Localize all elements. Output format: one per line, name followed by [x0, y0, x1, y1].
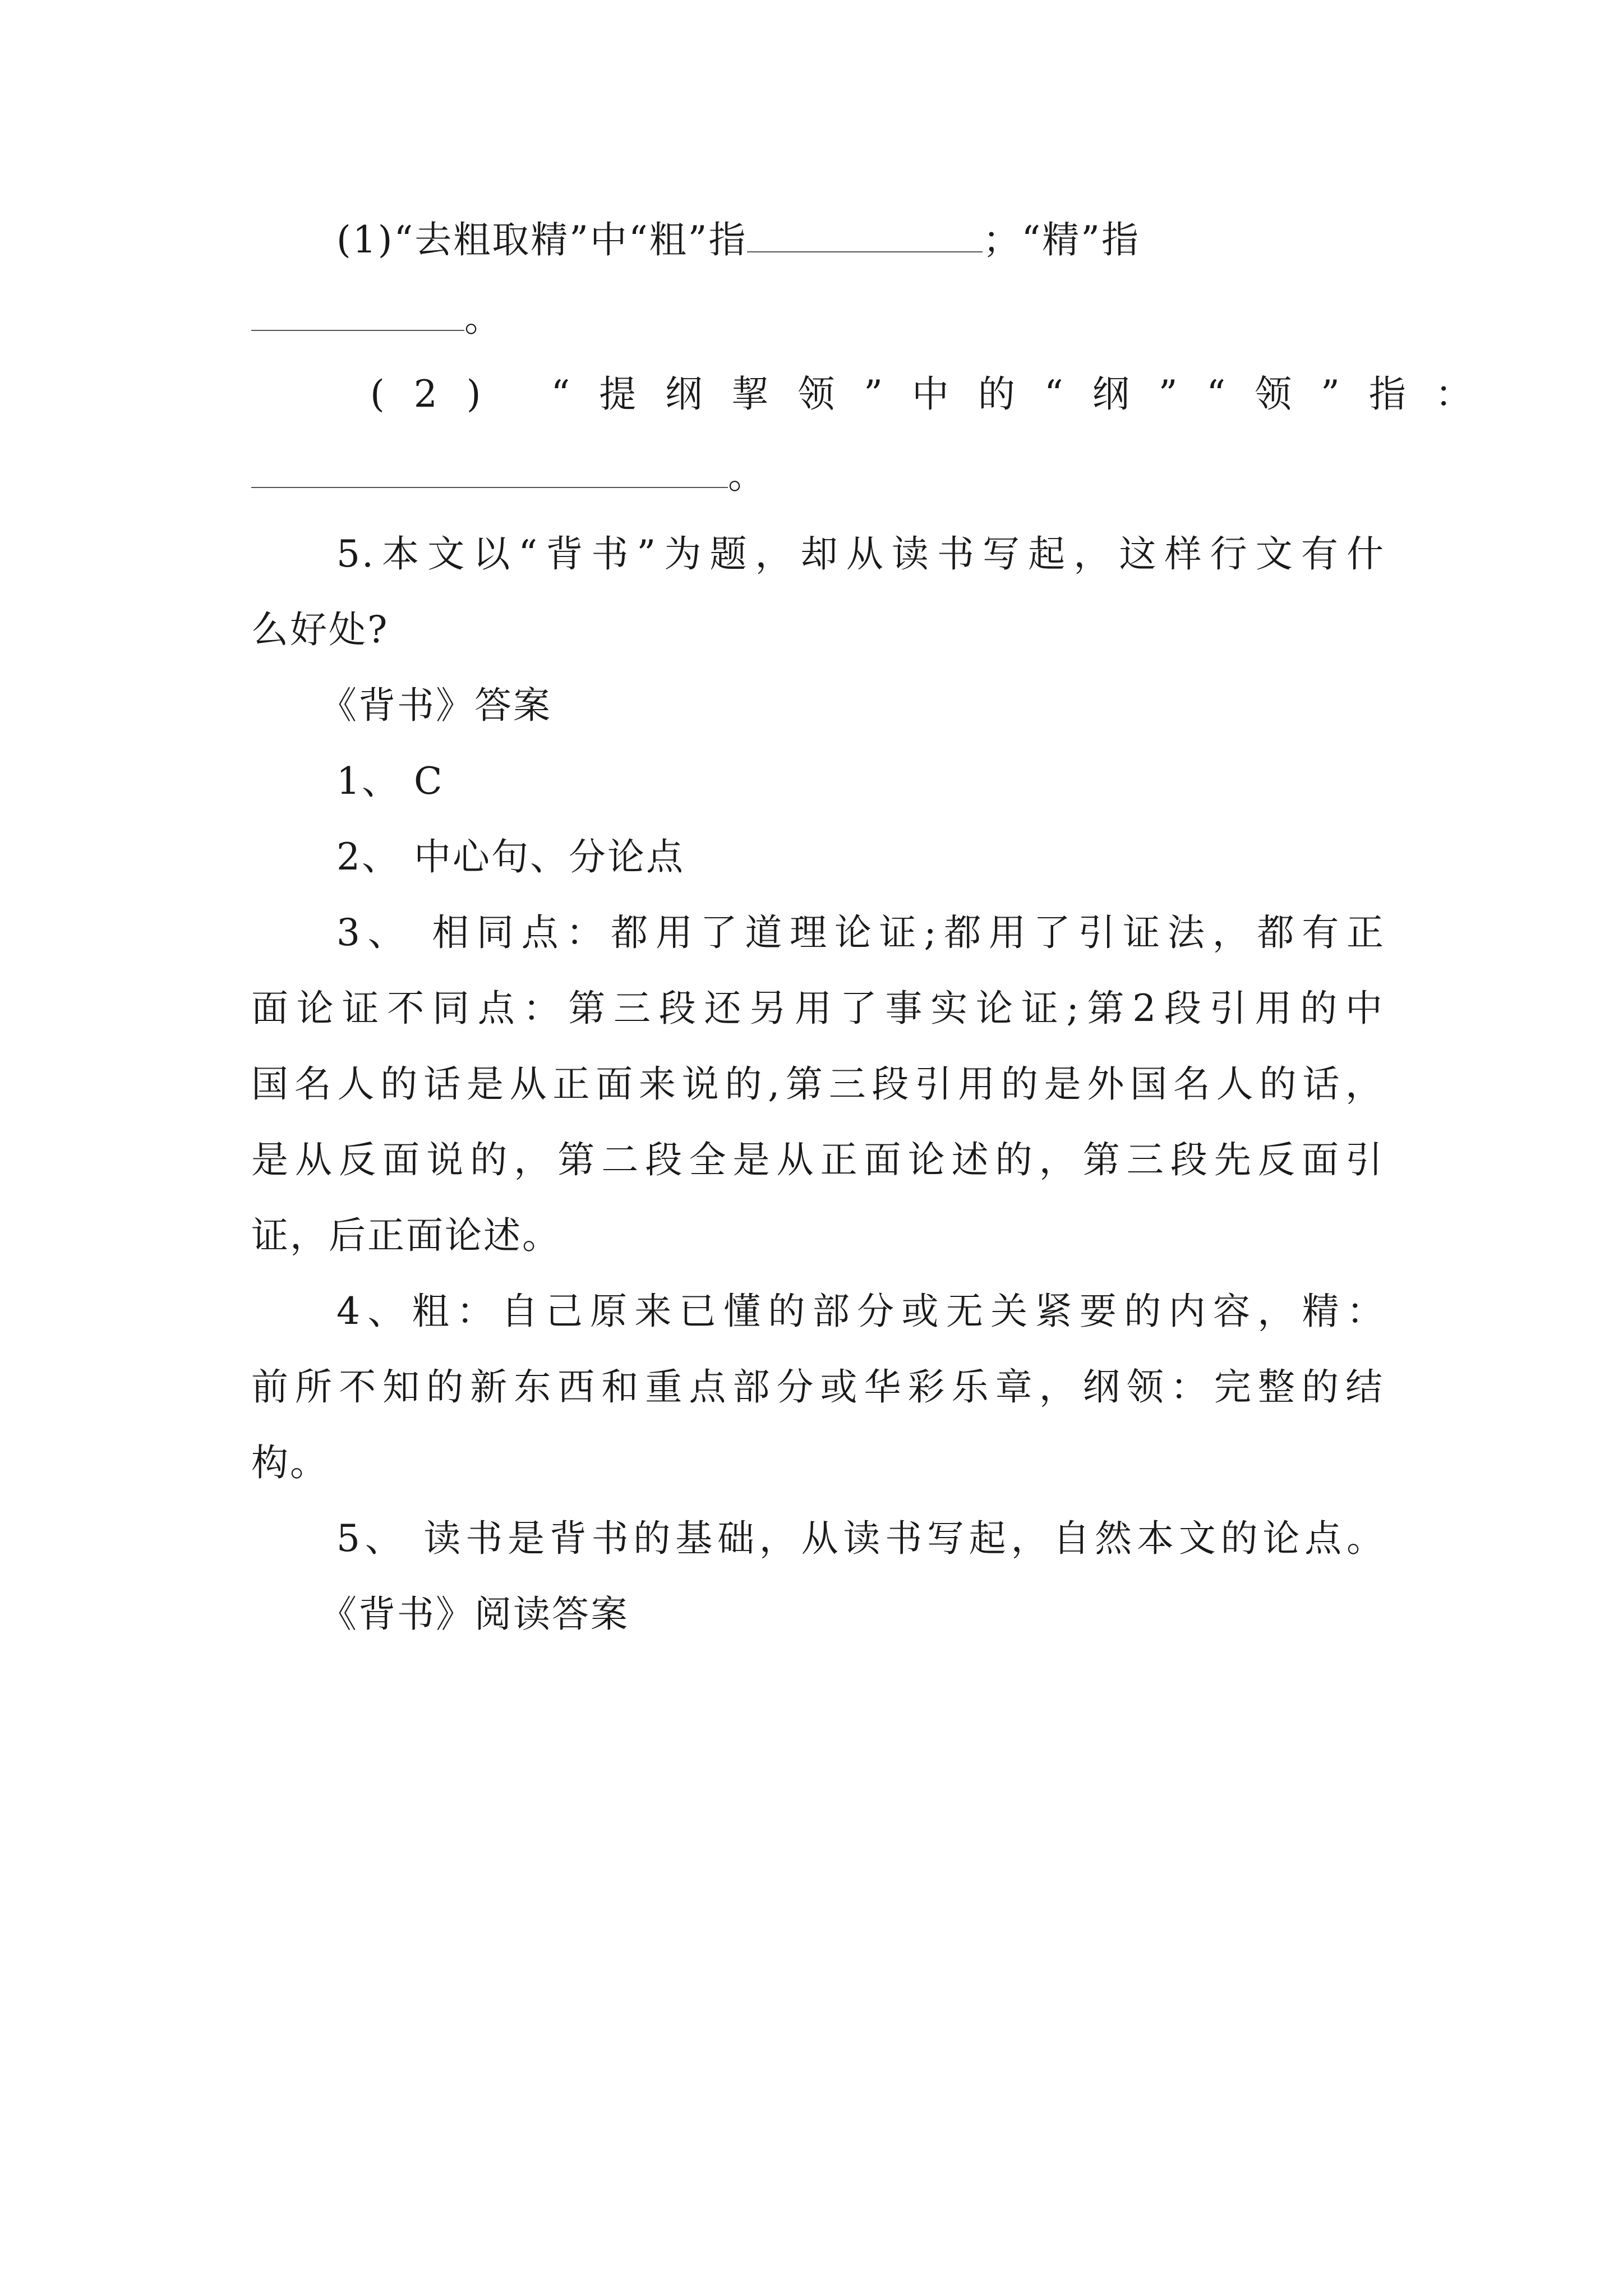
answer-4-line2 [251, 1365, 1384, 1409]
answer-2-text: 2、 中心句、分论点 [336, 835, 685, 878]
footer-title [320, 1593, 1453, 1636]
question-4-1-text-b: ；“精”指 [983, 218, 1140, 261]
answer-3-text-3: 国名人的话是从正面来说的,第三段引用的是外国名人的话， [251, 1062, 1384, 1106]
answer-3-line2 [251, 987, 1384, 1030]
answer-4-line1 [336, 1290, 1385, 1333]
answer-4-line3 [251, 1441, 1384, 1484]
answer-4-text-3: 构。 [251, 1441, 329, 1484]
answer-5-text: 5、 读书是背书的基础，从读书写起，自然本文的论点。 [336, 1517, 1385, 1560]
answer-3-line1 [336, 911, 1385, 954]
question-5-line1 [336, 532, 1385, 576]
question-4-1-text-c: 。 [464, 297, 503, 340]
answer-2 [336, 835, 1469, 878]
question-4-1-line2 [251, 297, 1384, 340]
question-5-line2 [251, 608, 1384, 651]
answer-3-line5 [251, 1214, 1384, 1257]
question-4-2-line2 [251, 454, 1384, 497]
answer-3-text-2: 面论证不同点：第三段还另用了事实论证;第2段引用的中 [251, 987, 1384, 1030]
answer-3-text-5: 证，后正面论述。 [251, 1214, 561, 1257]
answer-1 [336, 760, 1469, 803]
answer-4-text-2: 前所不知的新东西和重点部分或华彩乐章，纲领：完整的结 [251, 1365, 1384, 1409]
answer-1-text: 1、 C [336, 760, 444, 803]
answers-title-text: 《背书》答案 [320, 684, 552, 727]
answer-blank[interactable] [251, 325, 464, 331]
answer-3-line4 [251, 1138, 1384, 1181]
answer-3-text-1: 3、 相同点：都用了道理论证;都用了引证法，都有正 [336, 911, 1385, 954]
question-5-text-a: 5.本文以“背书”为题，却从读书写起，这样行文有什 [336, 532, 1385, 576]
question-5-text-b: 么好处? [251, 608, 389, 651]
answer-3-line3 [251, 1062, 1384, 1106]
footer-title-text: 《背书》阅读答案 [320, 1593, 629, 1636]
question-4-2-text-a: (2) “提纲挈领”中的“纲”“领”指： [370, 372, 1501, 416]
question-4-2-line1 [370, 372, 1501, 416]
answer-blank[interactable] [251, 482, 728, 488]
question-4-2-text-b: 。 [728, 454, 767, 497]
question-4-1-text-a: (1)“去粗取精”中“粗”指 [336, 218, 748, 261]
answer-blank[interactable] [747, 247, 983, 252]
answer-4-text-1: 4、粗：自己原来已懂的部分或无关紧要的内容，精： [336, 1290, 1385, 1333]
answer-3-text-4: 是从反面说的，第二段全是从正面论述的，第三段先反面引 [251, 1138, 1384, 1181]
answer-5 [336, 1517, 1385, 1560]
question-4-1-line1 [336, 218, 1385, 261]
answers-title [320, 684, 1453, 727]
